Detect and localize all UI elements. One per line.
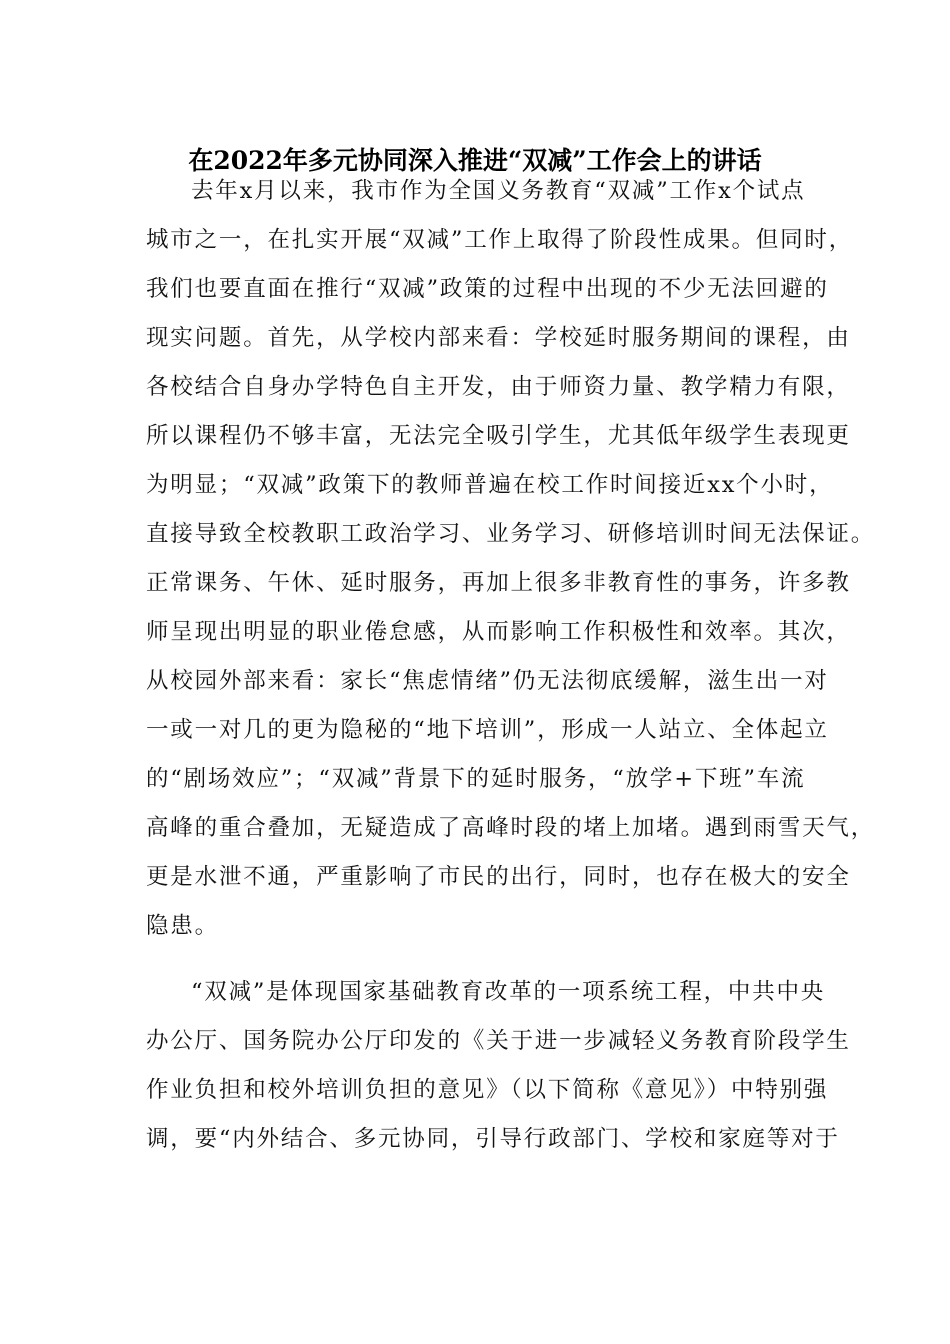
- document-body: [146, 167, 876, 1164]
- text-line: 所以课程仍不够丰富，无法完全吸引学生，尤其低年级学生表现更: [146, 423, 851, 449]
- text-line: “双减”是体现国家基础教育改革的一项系统工程，中共中央: [191, 979, 826, 1005]
- text-line: 我们也要直面在推行“双减”政策的过程中出现的不少无法回避的: [146, 276, 829, 302]
- paragraph-1: [146, 167, 876, 951]
- document-title: 在2022年多元协同深入推进“双减”工作会上的讲话: [188, 146, 762, 175]
- text-line: 去年x月以来，我市作为全国义务教育“双减”工作x个试点: [191, 178, 806, 204]
- text-line: 各校结合自身办学特色自主开发，由于师资力量、教学精力有限，: [146, 374, 851, 400]
- text-line: 为明显；“双减”政策下的教师普遍在校工作时间接近xx个小时，: [146, 472, 834, 498]
- text-line: 调，要“内外结合、多元协同，引导行政部门、学校和家庭等对于: [146, 1126, 840, 1152]
- text-line: 师呈现出明显的职业倦怠感，从而影响工作积极性和效率。其次，: [146, 619, 851, 645]
- text-line: 作业负担和校外培训负担的意见》（以下简称《意见》）中特别强: [146, 1077, 829, 1103]
- text-line: 的“剧场效应”；“双减”背景下的延时服务，“放学+下班”车流: [146, 766, 806, 792]
- text-line: 一或一对几的更为隐秘的“地下培训”，形成一人站立、全体起立: [146, 717, 829, 743]
- text-line: 现实问题。首先，从学校内部来看：学校延时服务期间的课程，由: [146, 325, 851, 351]
- text-line: 城市之一，在扎实开展“双减”工作上取得了阶段性成果。但同时，: [146, 227, 854, 253]
- paragraph-2: [146, 968, 851, 1164]
- text-line: 直接导致全校教职工政治学习、业务学习、研修培训时间无法保证。: [146, 521, 876, 547]
- text-line: 隐患。: [146, 913, 219, 939]
- text-line: 办公厅、国务院办公厅印发的《关于进一步减轻义务教育阶段学生: [146, 1028, 851, 1054]
- text-line: 高峰的重合叠加，无疑造成了高峰时段的堵上加堵。遇到雨雪天气，: [146, 815, 876, 841]
- text-line: 从校园外部来看：家长“焦虑情绪”仍无法彻底缓解，滋生出一对: [146, 668, 829, 694]
- text-line: 更是水泄不通，严重影响了市民的出行，同时，也存在极大的安全: [146, 864, 851, 890]
- text-line: 正常课务、午休、延时服务，再加上很多非教育性的事务，许多教: [146, 570, 851, 596]
